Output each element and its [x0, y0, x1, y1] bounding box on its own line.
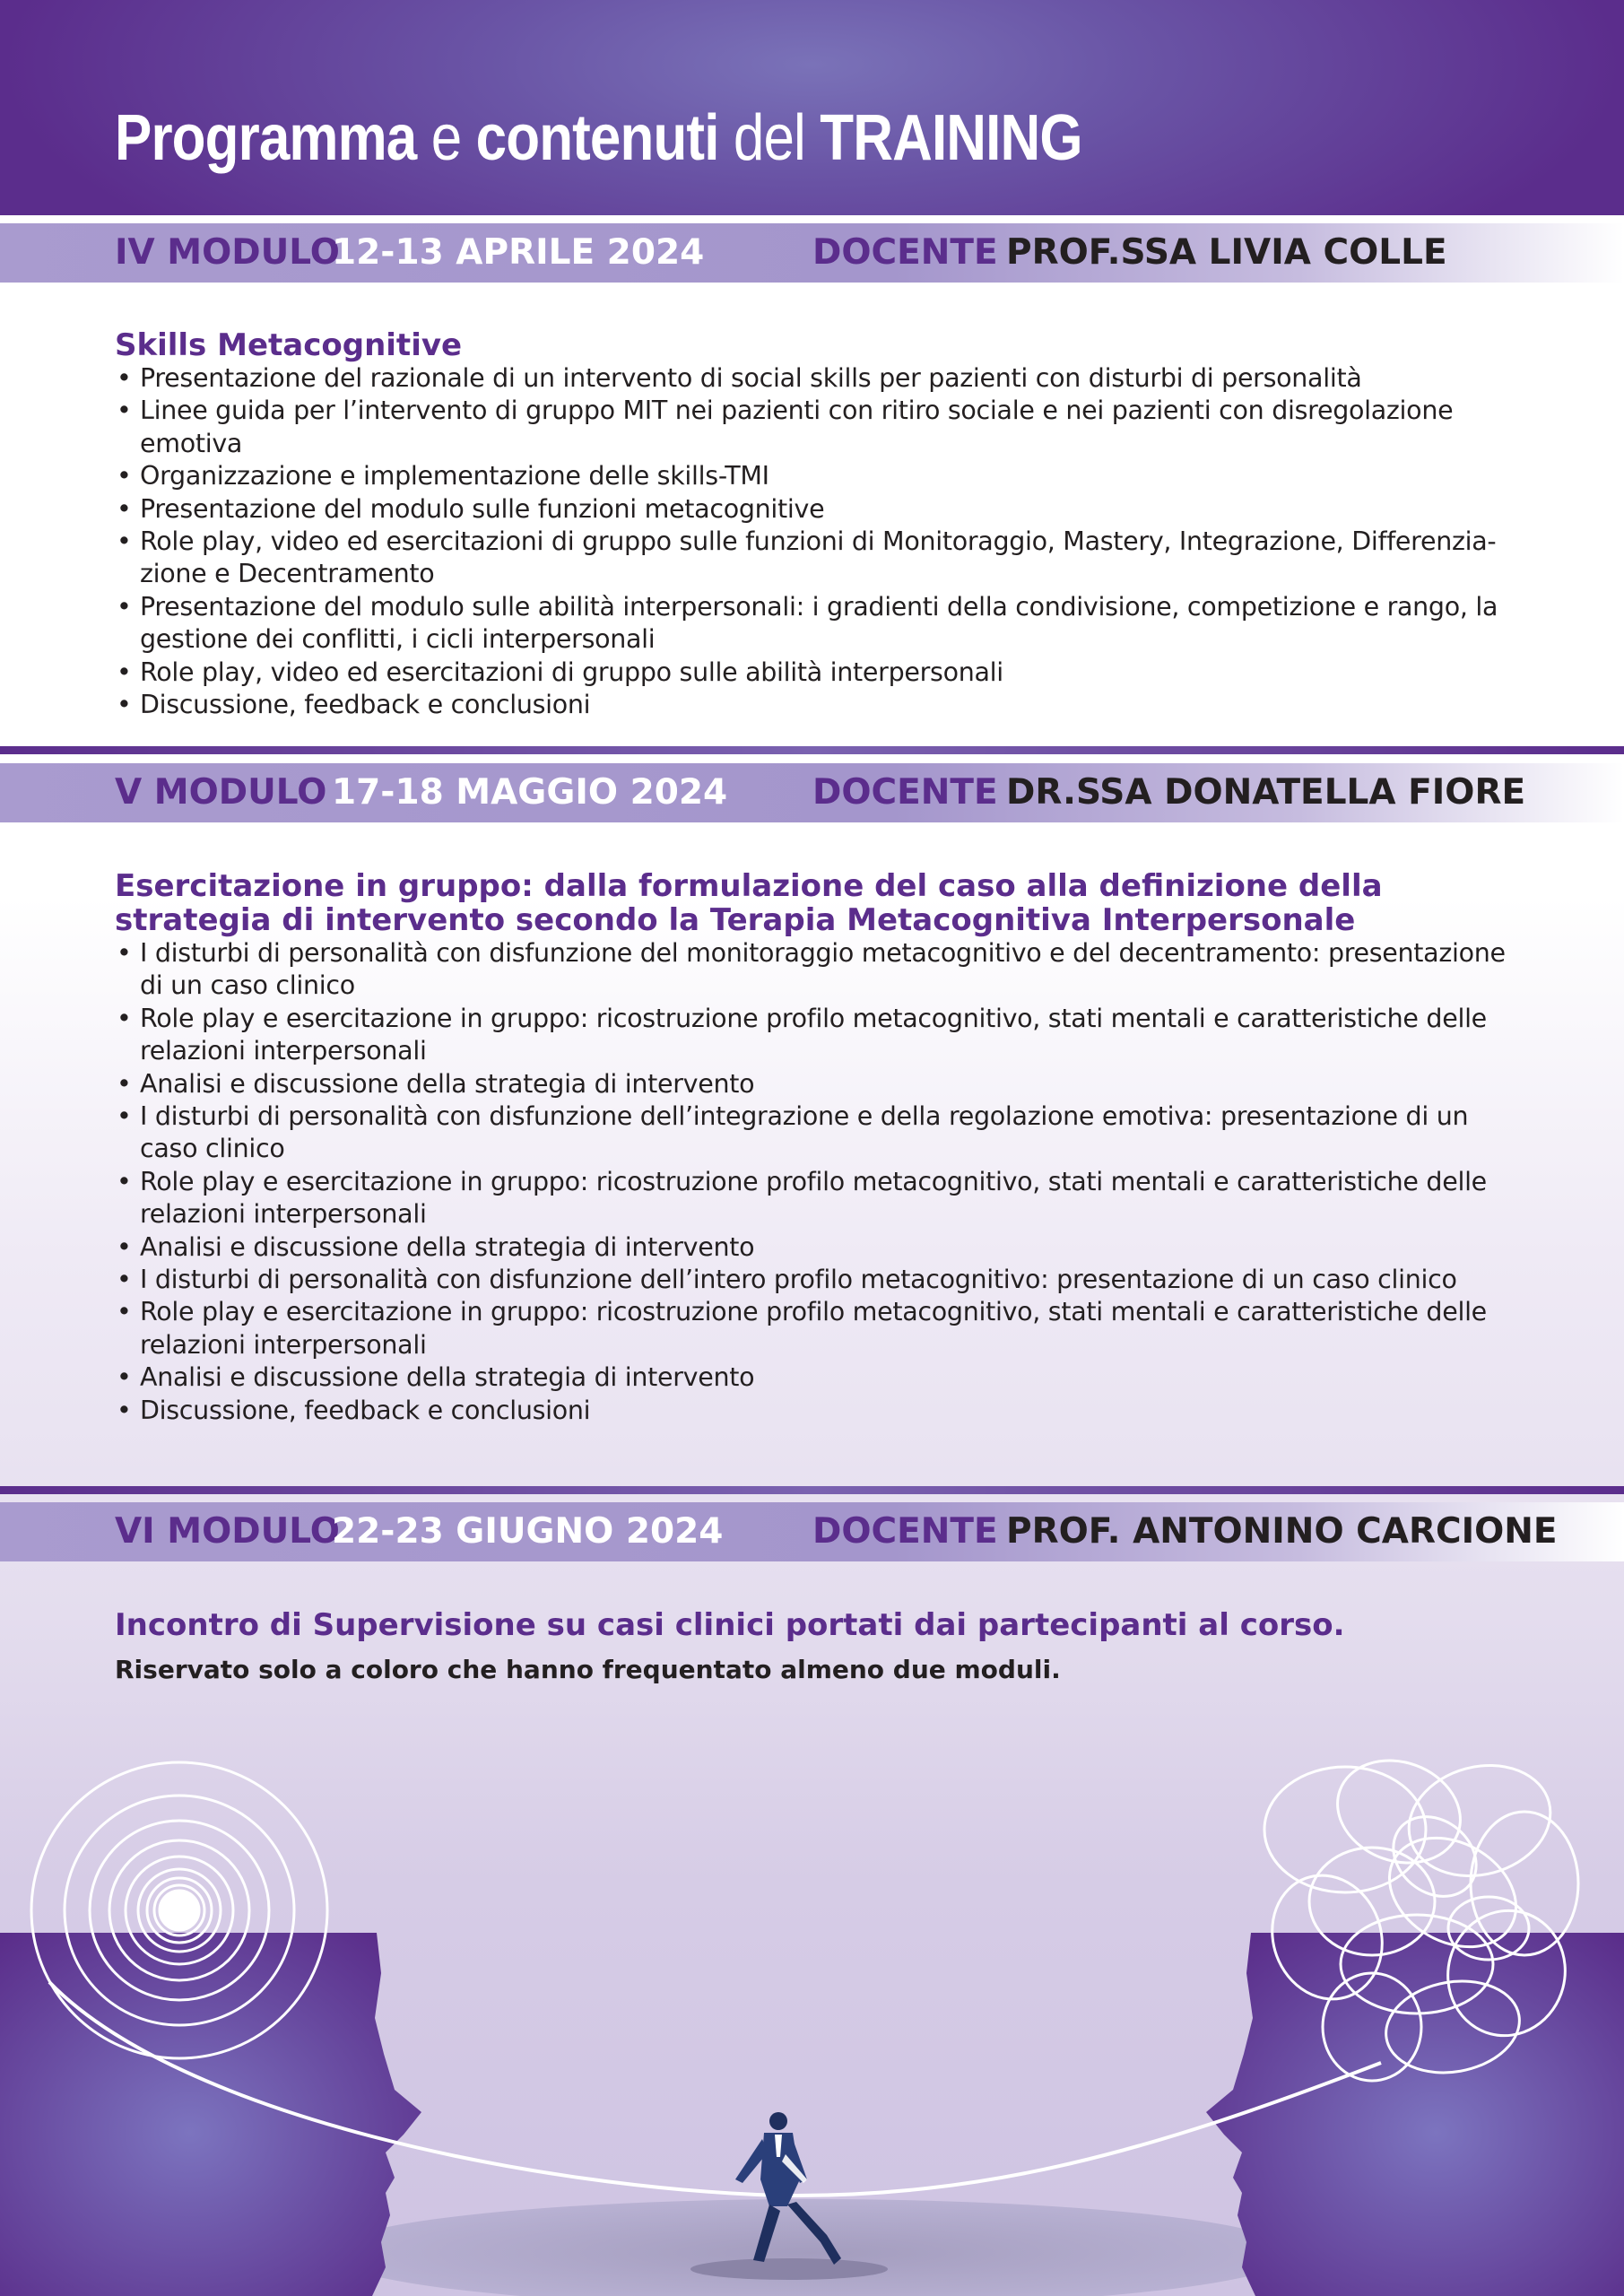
title-part-training: TRAINING [820, 102, 1082, 174]
module-items-list [115, 362, 1514, 721]
module-label: IV MODULO [115, 232, 340, 273]
list-item: • Presentazione del modulo sulle abilità interpersonali: i gradienti della condivisione, competizione e rango, la gestione dei conflitti, i cicli interpersonali [115, 591, 1514, 657]
module-iv-bar [0, 223, 1624, 283]
module-date: 12-13 APRILE 2024 [332, 232, 705, 273]
module-v-content [115, 869, 1514, 1427]
module-v-bar [0, 763, 1624, 822]
page-title [115, 102, 1082, 174]
section-divider [0, 1486, 1624, 1494]
docente-label: DOCENTE [812, 772, 998, 813]
list-item: • Role play, video ed esercitazioni di gruppo sulle funzioni di Monitoraggio, Mastery, Integrazione, Differenzia-zione e Decentramento [115, 526, 1514, 591]
list-item: • Linee guida per l’intervento di gruppo MIT nei pazienti con ritiro sociale e nei pazienti con disregolazione emotiva [115, 395, 1514, 460]
list-item: • I disturbi di personalità con disfunzione del monitoraggio metacognitivo e del decentramento: presentazione di un caso clinico [115, 937, 1514, 1003]
list-item: • Role play e esercitazione in gruppo: ricostruzione profilo metacognitivo, stati mentali e caratteristiche delle relazioni interpersonali [115, 1166, 1514, 1231]
module-date: 22-23 GIUGNO 2024 [332, 1511, 724, 1552]
module-title: Esercitazione in gruppo: dalla formulazione del caso alla definizione della strategia di intervento secondo la Terapia Metacognitiva Interpersonale [115, 868, 1383, 938]
module-items-list [115, 937, 1514, 1427]
module-note: Riservato solo a coloro che hanno frequentato almeno due moduli. [115, 1655, 1061, 1684]
docente-label: DOCENTE [812, 232, 998, 273]
section-divider [0, 746, 1624, 754]
module-date: 17-18 MAGGIO 2024 [332, 772, 728, 813]
list-item: • Presentazione del modulo sulle funzioni metacognitive [115, 493, 1514, 526]
right-head-silhouette [1206, 1933, 1624, 2296]
module-vi-content [115, 1608, 1514, 1684]
title-part-del: del [718, 102, 821, 174]
module-label: VI MODULO [115, 1511, 340, 1552]
list-item: • I disturbi di personalità con disfunzione dell’intero profilo metacognitivo: presentazione di un caso clinico [115, 1264, 1514, 1296]
title-part-e: e [416, 102, 476, 174]
module-title: Skills Metacognitive [115, 327, 463, 363]
list-item: • Organizzazione e implementazione delle skills-TMI [115, 460, 1514, 492]
docente-name: PROF. ANTONINO CARCIONE [1006, 1511, 1558, 1552]
list-item: • Analisi e discussione della strategia di intervento [115, 1361, 1514, 1394]
floor-shadow [327, 2199, 1296, 2296]
docente-name: PROF.SSA LIVIA COLLE [1006, 232, 1447, 273]
list-item: • Role play e esercitazione in gruppo: ricostruzione profilo metacognitivo, stati mentali e caratteristiche delle relazioni interpersonali [115, 1003, 1514, 1068]
list-item: • Discussione, feedback e conclusioni [115, 689, 1514, 721]
docente-name: DR.SSA DONATELLA FIORE [1006, 772, 1526, 813]
page-header [0, 0, 1624, 215]
module-title: Incontro di Supervisione su casi clinici portati dai partecipanti al corso. [115, 1607, 1345, 1643]
title-part-contenuti: contenuti [475, 102, 719, 174]
title-part-programma: Programma [115, 102, 417, 174]
list-item: • Analisi e discussione della strategia di intervento [115, 1231, 1514, 1264]
list-item: • Analisi e discussione della strategia di intervento [115, 1068, 1514, 1100]
module-iv-content [115, 328, 1514, 721]
module-label: V MODULO [115, 772, 327, 813]
tug-of-war-illustration [0, 1758, 1624, 2296]
left-head-silhouette [0, 1933, 421, 2296]
list-item: • Role play e esercitazione in gruppo: ricostruzione profilo metacognitivo, stati mentali e caratteristiche delle relazioni interpersonali [115, 1296, 1514, 1361]
list-item: • Discussione, feedback e conclusioni [115, 1395, 1514, 1427]
list-item: • I disturbi di personalità con disfunzione dell’integrazione e della regolazione emotiva: presentazione di un caso clinico [115, 1100, 1514, 1166]
list-item: • Presentazione del razionale di un intervento di social skills per pazienti con disturbi di personalità [115, 362, 1514, 395]
figure-shadow [690, 2258, 888, 2280]
module-vi-bar [0, 1502, 1624, 1561]
docente-label: DOCENTE [812, 1511, 998, 1552]
list-item: • Role play, video ed esercitazioni di gruppo sulle abilità interpersonali [115, 657, 1514, 689]
